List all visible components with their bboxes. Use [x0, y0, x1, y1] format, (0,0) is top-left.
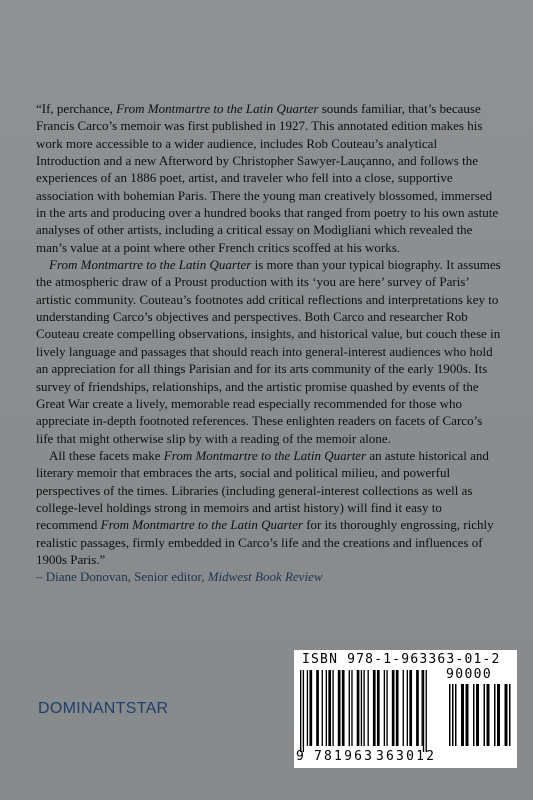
barcode-bar: [505, 684, 507, 746]
review-paragraph-2: From Montmartre to the Latin Quarter is more than your typical biography. It assumes the atmospheric draw of a Proust production with its ‘you are here’ survey of Paris’ artistic community. Couteau’s footnotes add critical reflections and interpretations key to understanding Carco’s objectives and perspectives. Both Carco and researcher Rob Couteau create compelling observations, insights, and historical value, but couch these in lively language and passages that should reach into general-interest audiences who hold an appreciation for all things Parisian and for its arts community of the early 1900s. Its survey of friendships, relationships, and the artistic promise quashed by events of the Great War create a lively, memorable read especially recommended for those who appreciate in-depth footnoted references. These enlighten readers on facets of Carco’s life that might otherwise slip by with a reading of the memoir alone.: [36, 257, 501, 446]
price-code: 90000: [446, 667, 493, 682]
barcode-bar: [351, 670, 352, 746]
barcode-bar: [328, 670, 331, 746]
ean-first-digit: 9: [296, 749, 304, 764]
barcode-bar: [487, 684, 490, 746]
barcode-bar: [476, 684, 479, 746]
barcode-bar: [455, 684, 457, 746]
barcode-bar: [409, 670, 412, 746]
ean-right-digits: 363012: [376, 749, 437, 764]
barcode-bar: [384, 670, 385, 746]
review-paragraph-3: All these facets make From Montmartre to the Latin Quarter an astute historical and literary memoir that embraces the arts, social and political milieu, and powerful perspectives of the times. Libraries (including general-interest collections as well as college-level holdings strong in memoirs and artist history) will find it easy to recommend From Montmartre to the Latin Quarter for its thoroughly engrossing, richly realistic passages, firmly embedded in Carco’s life and the creations and influences of 1900s Paris.”: [36, 447, 494, 567]
barcode-bar: [422, 670, 423, 746]
review-attribution: – Diane Donovan, Senior editor, Midwest Book Review: [36, 569, 323, 585]
barcode-bar: [497, 684, 500, 746]
barcode-bar: [386, 670, 387, 746]
barcode-bar: [300, 670, 301, 752]
barcode-bar: [332, 670, 333, 746]
barcode-bar: [407, 670, 408, 746]
barcode-bar: [361, 670, 362, 746]
barcode-bar: [349, 670, 350, 746]
barcode-bar: [509, 684, 511, 746]
addon-bars: [449, 684, 511, 752]
barcode-bar: [506, 684, 508, 746]
barcode-bar: [423, 670, 424, 752]
barcode-bar: [303, 670, 304, 752]
barcode-bar: [368, 670, 369, 746]
barcode-bar: [416, 670, 419, 746]
barcode-bar: [338, 670, 341, 746]
isbn-label: ISBN 978-1-963363-01-2: [302, 652, 501, 667]
barcode-bar: [392, 670, 395, 746]
publisher-logo: DOMINANTSTAR: [38, 700, 169, 717]
ean-bars: [300, 670, 442, 752]
barcode-bar: [309, 670, 312, 746]
barcode-bar: [466, 684, 469, 746]
barcode-bar: [377, 670, 380, 746]
barcode-bar: [426, 670, 427, 752]
review-text: [36, 100, 502, 586]
barcode-bar: [396, 670, 399, 746]
barcode-bar: [316, 670, 319, 746]
barcode-bar: [473, 684, 475, 746]
barcode-bar: [461, 684, 464, 746]
barcode-bar: [363, 670, 364, 746]
book-title: From Montmartre to the Latin Quarter: [49, 257, 252, 273]
barcode-bar: [373, 670, 376, 746]
barcode-bar: [403, 670, 404, 746]
barcode-bar: [342, 670, 345, 746]
book-title: From Montmartre to the Latin Quarter: [116, 101, 319, 116]
barcode-bar: [452, 684, 454, 746]
ean-left-digits: 781963: [314, 749, 375, 764]
barcode-bar: [326, 670, 327, 746]
book-title: From Montmartre to the Latin Quarter: [100, 517, 303, 533]
barcode-bar: [322, 670, 323, 746]
barcode-bar: [494, 684, 496, 746]
isbn-barcode: [294, 650, 517, 768]
barcode-bar: [449, 684, 451, 746]
review-paragraph-1: “If, perchance, From Montmartre to the Latin Quarter sounds familiar, that’s because Francis Carco’s memoir was first published in 1927. This annotated edition makes his work more accessible to a wider audience, includes Rob Couteau’s analytical Introduction and a new Afterword by Christopher Sawyer-Lauçanno, and follows the experiences of an 1886 poet, artist, and traveler who fell into a close, supportive association with bohemian Paris. There the young man creatively blossomed, immersed in the arts and producing over a hundred books that ranged from poetry to his own astute analyses of other artists, including a critical essay on Modigliani which revealed the man’s value at a point where other French critics scoffed at his works.: [36, 101, 499, 255]
barcode-bar: [484, 684, 486, 746]
review-source: Midwest Book Review: [207, 569, 323, 585]
book-title: From Montmartre to the Latin Quarter: [163, 447, 367, 463]
barcode-bar: [307, 670, 308, 746]
barcode-bar: [357, 670, 360, 746]
